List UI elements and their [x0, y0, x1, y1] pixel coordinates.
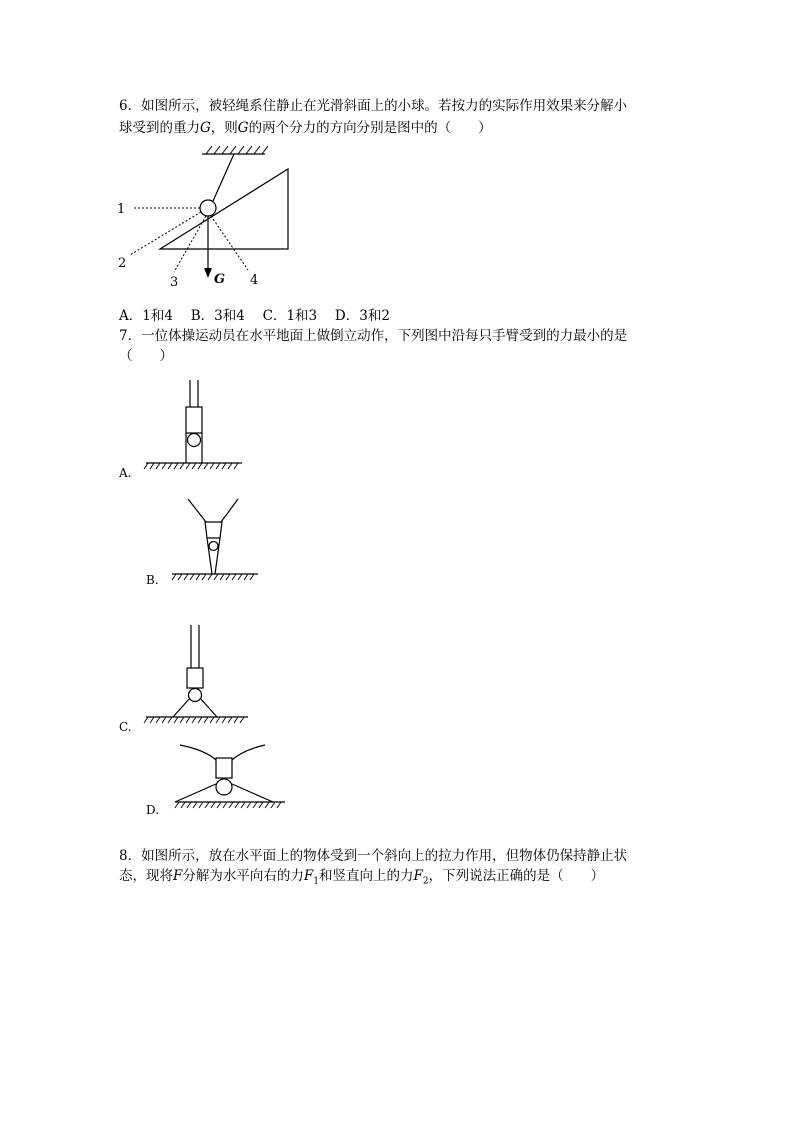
q7-line1: 7．一位体操运动员在水平地面上做倒立动作，下列图中沿每只手臂受到的力最小的是 [119, 328, 628, 344]
q6-dashed-directions [130, 208, 248, 272]
q6-line2-part-b: ，则 [210, 120, 238, 136]
q6-ceiling-hatch [206, 146, 268, 154]
q6-label-3: 3 [170, 275, 179, 290]
q8-var-f2: F [413, 868, 423, 884]
q7-option-c-label: C. [119, 720, 132, 734]
q6-var-g: G [200, 120, 211, 136]
q6-line2 [119, 118, 492, 138]
q7-option-b-label: B. [146, 573, 159, 587]
q7-figure-a [140, 375, 250, 470]
q6-rope [213, 154, 234, 201]
q6-var-g-2: G [237, 120, 249, 136]
q8-line1: 8．如图所示，放在水平面上的物体受到一个斜向上的拉力作用，但物体仍保持静止状 [119, 848, 628, 864]
q8-line2-part-b: 分解为水平向右的力 [182, 868, 304, 884]
q6-line2-part-c: 的两个分力的方向分别是图中的（ ） [248, 120, 492, 136]
q6-label-2: 2 [118, 256, 127, 271]
q8-line2-part-a: 态，现将 [119, 868, 173, 884]
q8-line2-part-c: 和竖直向上的力 [318, 868, 414, 884]
q6-label-g: G [214, 272, 226, 287]
q7-option-a-label: A. [119, 466, 132, 480]
q7-figure-b [168, 494, 268, 584]
q6-ball [200, 200, 216, 216]
q6-incline [160, 169, 288, 249]
q8-sub-1: 1 [313, 876, 319, 887]
q6-label-1: 1 [117, 202, 126, 217]
q7-option-d-label: D. [146, 803, 160, 817]
q6-label-4: 4 [250, 273, 259, 288]
q8-var-f1: F [303, 868, 314, 884]
q7-figure-d [165, 738, 305, 813]
q6-line2-part-a: 球受到的重力 [119, 120, 200, 136]
q6-gravity-arrowhead [204, 268, 212, 278]
q7-figure-c [140, 620, 255, 730]
q6-options: A．1和4 B．3和4 C．1和3 D．3和2 [119, 308, 390, 324]
q8-line2 [119, 866, 604, 892]
q6-incline-figure [110, 140, 300, 290]
q8-sub-2: 2 [422, 876, 429, 887]
q8-var-f: F [173, 868, 183, 884]
q8-line2-part-d: ，下列说法正确的是（ ） [428, 868, 605, 884]
q6-line1: 6．如图所示，被轻绳系住静止在光滑斜面上的小球。若按力的实际作用效果来分解小 [119, 98, 628, 114]
q7-line2: （ ） [119, 348, 173, 364]
